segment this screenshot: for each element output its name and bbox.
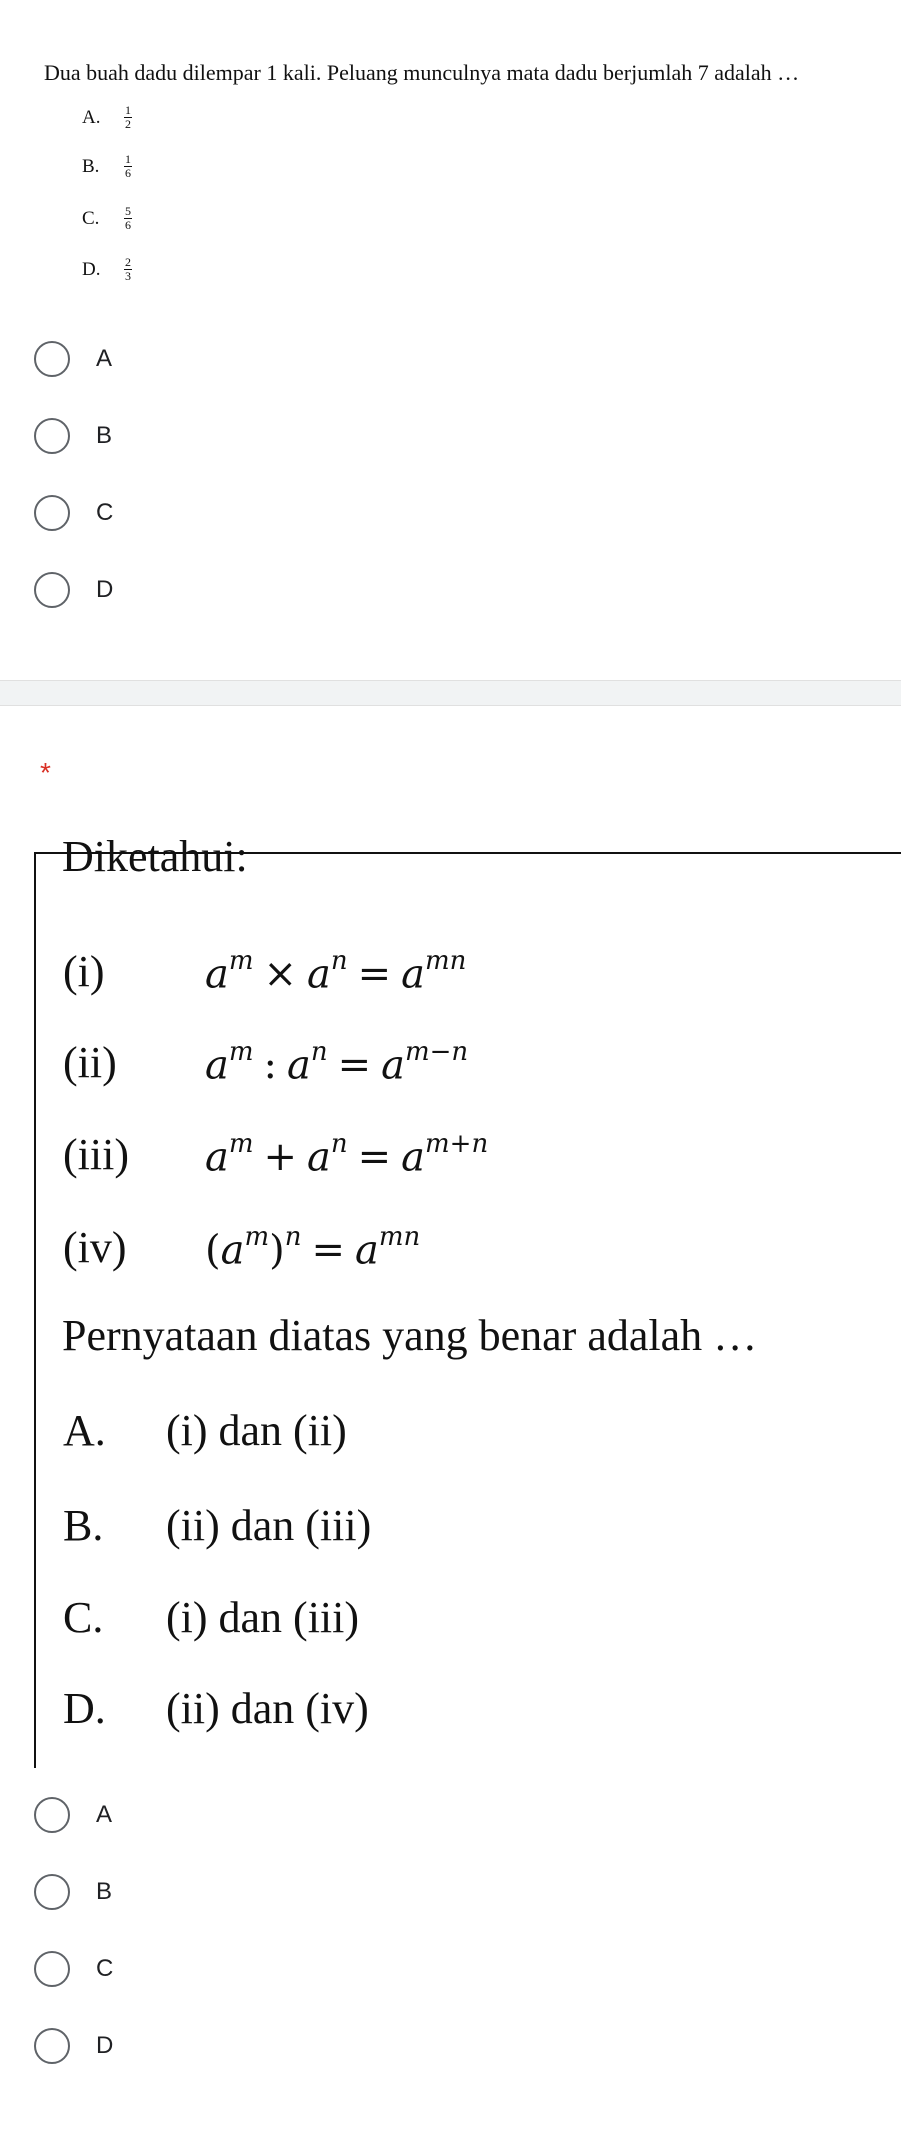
question1-option-a [82, 104, 132, 131]
q1-radio-option-d[interactable] [34, 572, 113, 608]
radio-label: D [96, 576, 114, 603]
statement-iv [0, 1222, 901, 1282]
q2-radio-option-c[interactable] [34, 1951, 113, 1987]
radio-button[interactable] [34, 2028, 70, 2064]
radio-button[interactable] [34, 341, 70, 377]
radio-button[interactable] [34, 1874, 70, 1910]
fraction: $\frac{1}{6}$ [125, 152, 131, 180]
q2-radio-option-d[interactable] [34, 2028, 113, 2064]
fraction: $\frac{1}{2}$ [125, 103, 131, 131]
radio-button[interactable] [34, 495, 70, 531]
radio-button[interactable] [34, 418, 70, 454]
fraction: $\frac{5}{6}$ [125, 204, 131, 232]
required-asterisk: * [40, 757, 51, 788]
radio-label: D [96, 2032, 114, 2059]
radio-label: C [96, 1955, 114, 1982]
option-letter: A. [82, 106, 101, 128]
radio-button[interactable] [34, 1797, 70, 1833]
choice-letter: A. [63, 1406, 106, 1455]
statement-roman: (i) [63, 947, 105, 996]
statement-roman: (iv) [63, 1223, 127, 1272]
question1-option-b [82, 153, 132, 180]
option-letter: C. [82, 207, 100, 229]
statement-roman: (iii) [63, 1130, 129, 1179]
question1-option-c [82, 205, 132, 232]
choice-text: (i) dan (iii) [166, 1593, 360, 1642]
statement-ii [0, 1037, 901, 1097]
choice-text: (ii) dan (iv) [166, 1684, 369, 1733]
choice-letter: B. [63, 1501, 104, 1550]
option-letter: B. [82, 155, 100, 177]
question2-prompt: Pernyataan diatas yang benar adalah … [62, 1311, 758, 1360]
statement-i [0, 946, 901, 1006]
fraction: $\frac{2}{3}$ [125, 255, 131, 283]
radio-label: C [96, 499, 114, 526]
math-expression: $(a^m)^n = a^{mn}$ [205, 1222, 421, 1274]
known-label: Diketahui: [62, 832, 248, 881]
math-expression: $a^m \times a^n = a^{mn}$ [205, 946, 467, 998]
q2-radio-option-b[interactable] [34, 1874, 112, 1910]
radio-label: B [96, 422, 113, 449]
radio-label: A [96, 1801, 113, 1828]
q2-radio-option-a[interactable] [34, 1797, 112, 1833]
q1-radio-option-a[interactable] [34, 341, 112, 377]
math-expression: $a^m$ : $a^n = a^{m-n}$ [205, 1037, 469, 1089]
q1-radio-option-c[interactable] [34, 495, 113, 531]
math-expression: $a^m + a^n = a^{m+n}$ [205, 1129, 489, 1181]
choice-text: (i) dan (ii) [166, 1406, 347, 1455]
radio-label: A [96, 345, 113, 372]
statement-roman: (ii) [63, 1038, 117, 1087]
radio-button[interactable] [34, 1951, 70, 1987]
question1-option-d [82, 256, 132, 283]
question1-text: Dua buah dadu dilempar 1 kali. Peluang munculnya mata dadu berjumlah 7 adalah … [44, 60, 800, 85]
q1-radio-option-b[interactable] [34, 418, 112, 454]
option-letter: D. [82, 258, 101, 280]
choice-letter: C. [63, 1593, 104, 1642]
section-divider [0, 680, 901, 706]
radio-label: B [96, 1878, 113, 1905]
choice-letter: D. [63, 1684, 106, 1733]
statement-iii [0, 1129, 901, 1189]
radio-button[interactable] [34, 572, 70, 608]
choice-text: (ii) dan (iii) [166, 1501, 372, 1550]
